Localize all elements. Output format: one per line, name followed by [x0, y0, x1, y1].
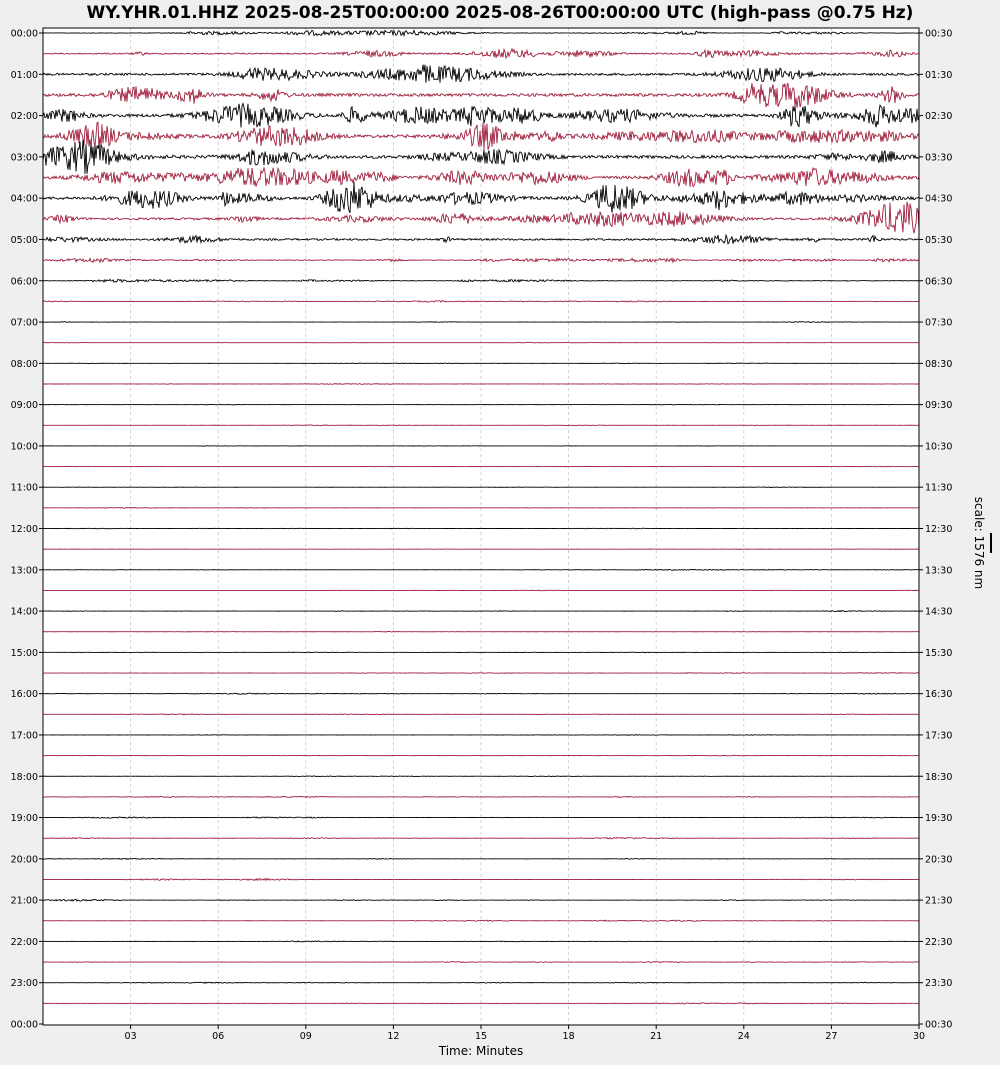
x-tick-label-2: 09	[299, 1031, 312, 1042]
left-label-22: 22:00	[10, 936, 38, 948]
right-label-7: 07:30	[925, 317, 953, 329]
x-tick-label-6: 21	[650, 1031, 663, 1042]
left-label-16: 16:00	[10, 689, 38, 701]
left-label-3: 03:00	[10, 152, 38, 164]
x-tick-label-5: 18	[562, 1031, 575, 1042]
left-label-23: 23:00	[10, 978, 38, 990]
scale-label: scale: 1576 nm	[972, 496, 986, 590]
trace-row-35	[43, 755, 919, 756]
left-label-24: 00:00	[10, 1019, 38, 1031]
trace-row-17	[43, 384, 919, 385]
trace-row-23	[43, 508, 919, 509]
right-label-22: 22:30	[925, 936, 953, 948]
trace-row-34	[43, 735, 919, 736]
trace-row-22	[43, 487, 919, 488]
trace-row-44	[43, 941, 919, 942]
right-label-14: 14:30	[925, 606, 953, 618]
right-label-12: 12:30	[925, 524, 953, 535]
x-tick-label-4: 15	[474, 1031, 488, 1042]
left-label-5: 05:00	[10, 234, 38, 246]
left-label-15: 15:00	[10, 647, 38, 659]
chart-title: WY.YHR.01.HHZ 2025-08-25T00:00:00 2025-08-26T00:00:00 UTC (high-pass @0.75 Hz)	[86, 3, 914, 23]
left-label-19: 19:00	[10, 813, 38, 825]
x-axis-label: Time: Minutes	[438, 1044, 524, 1058]
right-label-5: 05:30	[925, 234, 953, 246]
right-label-0: 00:30	[925, 28, 953, 40]
trace-row-47	[43, 1003, 919, 1004]
left-label-18: 18:00	[10, 771, 38, 783]
x-tick-label-0: 03	[124, 1031, 137, 1042]
right-label-13: 13:30	[925, 565, 953, 577]
trace-row-26	[43, 569, 919, 570]
right-label-2: 02:30	[925, 111, 953, 123]
right-label-18: 18:30	[925, 771, 953, 783]
right-label-6: 06:30	[925, 276, 953, 288]
right-label-8: 08:30	[925, 358, 953, 370]
trace-row-27	[43, 590, 919, 591]
right-label-16: 16:30	[925, 689, 953, 701]
right-label-3: 03:30	[925, 152, 953, 164]
trace-row-14	[43, 322, 919, 323]
left-label-21: 21:00	[10, 895, 38, 907]
trace-row-45	[43, 962, 919, 963]
trace-row-16	[43, 363, 919, 364]
right-label-19: 19:30	[925, 813, 953, 825]
right-label-17: 17:30	[925, 730, 953, 742]
left-label-17: 17:00	[10, 730, 38, 742]
trace-row-21	[43, 466, 919, 467]
left-label-12: 12:00	[10, 524, 38, 535]
x-tick-label-7: 24	[737, 1031, 750, 1042]
trace-row-24	[43, 528, 919, 529]
left-label-20: 20:00	[10, 854, 38, 866]
left-label-8: 08:00	[10, 358, 38, 370]
left-label-14: 14:00	[10, 606, 38, 618]
right-label-23: 23:30	[925, 978, 953, 990]
right-label-21: 21:30	[925, 895, 953, 907]
left-label-0: 00:00	[10, 28, 38, 40]
trace-row-30	[43, 652, 919, 653]
trace-row-29	[43, 631, 919, 632]
left-label-9: 09:00	[10, 400, 38, 412]
right-label-1: 01:30	[925, 69, 953, 81]
x-tick-label-1: 06	[212, 1031, 225, 1042]
left-label-10: 10:00	[10, 441, 38, 453]
left-label-7: 07:00	[10, 317, 38, 329]
trace-row-31	[43, 673, 919, 674]
trace-row-33	[43, 714, 919, 715]
left-label-11: 11:00	[10, 482, 38, 494]
left-label-2: 02:00	[10, 111, 38, 123]
trace-row-18	[43, 404, 919, 405]
left-label-13: 13:00	[10, 565, 38, 577]
left-label-4: 04:00	[10, 193, 38, 205]
trace-row-36	[43, 776, 919, 777]
right-label-15: 15:30	[925, 647, 953, 659]
right-label-9: 09:30	[925, 400, 953, 412]
right-label-4: 04:30	[925, 193, 953, 205]
right-label-20: 20:30	[925, 854, 953, 866]
left-label-6: 06:00	[10, 276, 38, 288]
x-tick-label-9: 30	[912, 1031, 926, 1042]
right-label-11: 11:30	[925, 482, 953, 494]
trace-row-40	[43, 858, 919, 859]
right-label-10: 10:30	[925, 441, 953, 453]
x-tick-label-8: 27	[825, 1031, 838, 1042]
right-label-24: 00:30	[925, 1019, 953, 1031]
left-label-1: 01:00	[10, 69, 38, 81]
x-tick-label-3: 12	[387, 1031, 400, 1042]
trace-row-19	[43, 425, 919, 426]
trace-row-20	[43, 446, 919, 447]
